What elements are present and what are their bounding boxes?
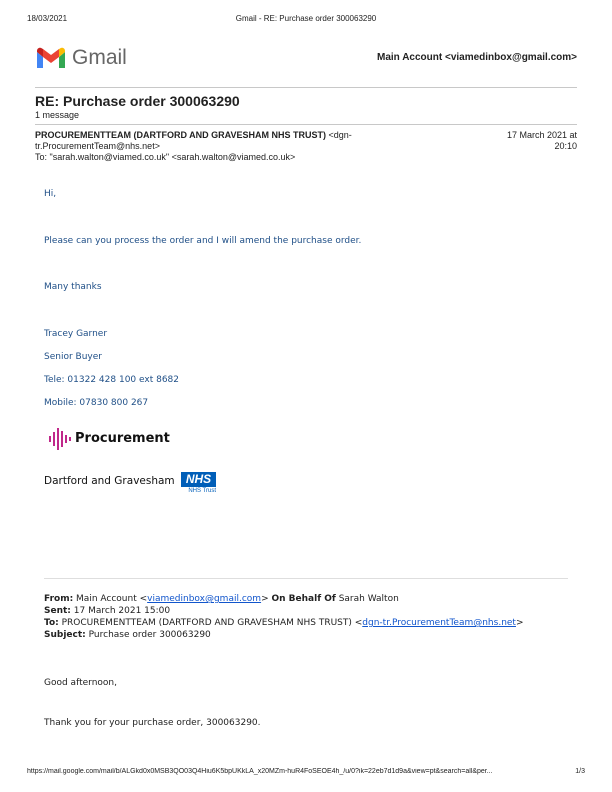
header-divider (35, 87, 577, 88)
fwd-from-name: Main Account < (76, 594, 148, 604)
message-from (35, 130, 435, 163)
signature-title: Senior Buyer (44, 352, 102, 362)
fwd-sent-value: 17 March 2021 15:00 (73, 606, 171, 616)
fwd-behalf-label: On Behalf Of (271, 594, 336, 604)
procurement-wordmark: Procurement (75, 431, 170, 446)
fwd-from-line (44, 593, 574, 605)
fwd-from-label: From: (44, 594, 74, 604)
trust-logo (44, 472, 224, 498)
fwd-to-label: To: (44, 618, 59, 628)
fwd-sent-line (44, 605, 574, 617)
fwd-to-value: PROCUREMENTTEAM (DARTFORD AND GRAVESHAM NHS TRUST) < (61, 618, 363, 628)
print-title: Gmail - RE: Purchase order 300063290 (235, 14, 377, 23)
signature-mobile[interactable]: Mobile: 07830 800 267 (44, 398, 149, 408)
trust-name: Dartford and Gravesham (44, 475, 175, 487)
body-thanks: Many thanks (44, 282, 102, 292)
thread-subject: RE: Purchase order 300063290 (35, 93, 240, 109)
gmail-m-icon (35, 46, 67, 70)
body-request: Please can you process the order and I will amend the purchase order. (44, 236, 362, 246)
subject-divider (35, 124, 577, 125)
print-footer (27, 768, 585, 780)
quote-divider (44, 578, 568, 579)
nhs-badge: NHS (181, 472, 216, 487)
fwd-from-close: > (261, 594, 269, 604)
message-date (487, 130, 577, 152)
fwd-behalf-name: Sarah Walton (338, 594, 399, 604)
message-date-time: 20:10 (554, 141, 577, 151)
signature-tel[interactable]: Tele: 01322 428 100 ext 8682 (44, 375, 180, 385)
soundwave-icon (48, 426, 74, 452)
nhs-trust-label: NHS Trust (188, 488, 216, 494)
print-url: https://mail.google.com/mail/b/ALGkd0x0MSB3QO03Q4Hiu6K5bpUKkLA_x20MZm-huR4FoSEOE4h_/u/0?ik=22eb7d1d9a&view=pt&search=all&per... (27, 768, 493, 775)
reply-greeting: Good afternoon, (44, 678, 117, 688)
gmail-wordmark: Gmail (72, 46, 127, 69)
account-label: Main Account <viamedinbox@gmail.com> (377, 52, 577, 63)
sender-name: PROCUREMENTTEAM (DARTFORD AND GRAVESHAM NHS TRUST) (35, 130, 326, 140)
fwd-from-email-link[interactable]: viamedinbox@gmail.com (147, 594, 262, 604)
fwd-subject-value: Purchase order 300063290 (88, 630, 211, 640)
fwd-to-close: > (515, 618, 524, 628)
body-greeting: Hi, (44, 189, 57, 199)
print-date: 18/03/2021 (27, 14, 68, 23)
message-to: To: "sarah.walton@viamed.co.uk" <sarah.walton@viamed.co.uk> (35, 152, 296, 162)
fwd-to-line (44, 617, 574, 629)
page-number: 1/3 (575, 768, 585, 775)
sender-email-start: <dgn- (328, 130, 352, 140)
fwd-subject-line (44, 629, 574, 641)
procurement-logo (48, 426, 168, 452)
forwarded-header (44, 593, 574, 641)
reply-line: Thank you for your purchase order, 300063290. (44, 718, 261, 728)
fwd-sent-label: Sent: (44, 606, 71, 616)
fwd-subject-label: Subject: (44, 630, 86, 640)
message-date-day: 17 March 2021 at (506, 130, 577, 140)
gmail-logo (35, 44, 130, 72)
sender-email-end: tr.ProcurementTeam@nhs.net> (35, 141, 160, 151)
fwd-to-email-link[interactable]: dgn-tr.ProcurementTeam@nhs.net (362, 618, 516, 628)
signature-name: Tracey Garner (44, 329, 108, 339)
message-count: 1 message (35, 110, 80, 120)
print-header (27, 14, 585, 26)
